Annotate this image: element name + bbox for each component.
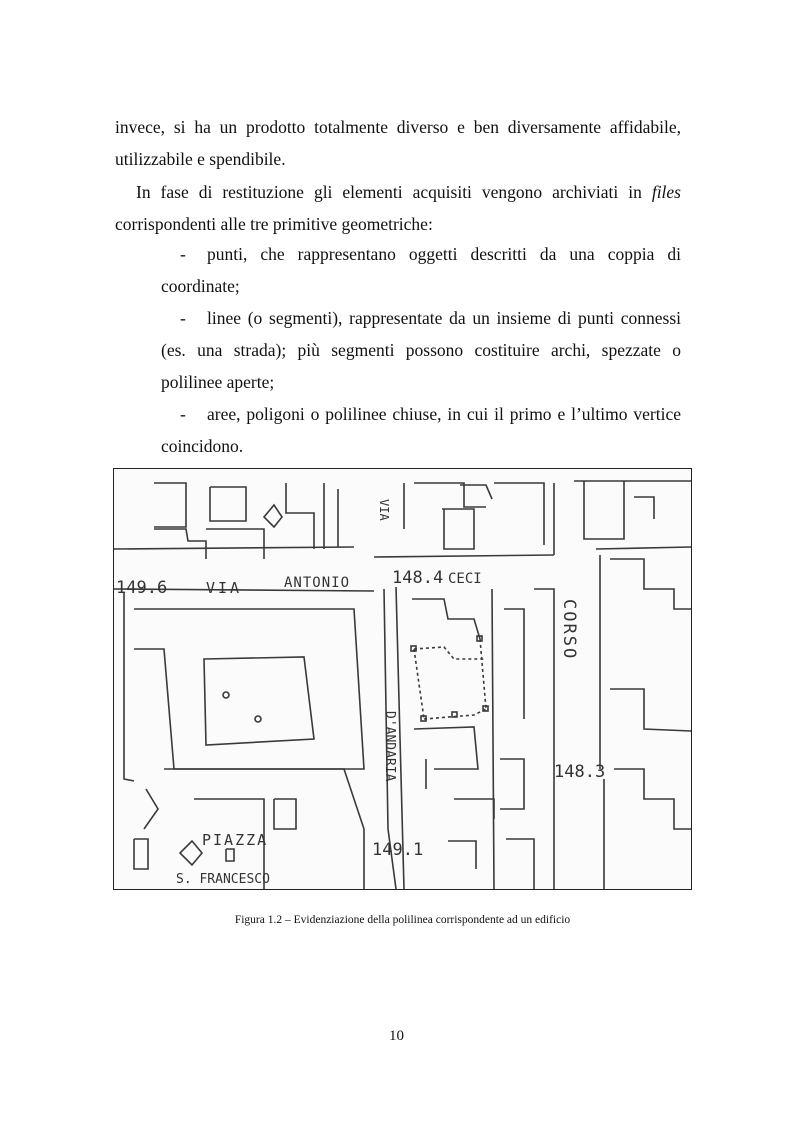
list-item-text: punti, che rappresentano oggetti descritti da una coppia di coordinate; [161, 244, 681, 296]
figure-caption: Figura 1.2 – Evidenziazione della polilinea corrispondente ad un edificio [234, 914, 571, 926]
list-dash: - [180, 244, 186, 264]
survey-symbol [180, 841, 202, 865]
block-outline [442, 509, 474, 549]
map-label-elevation: 149.1 [372, 840, 424, 860]
block-outline [504, 609, 524, 719]
block-outline [448, 841, 476, 869]
list-item [161, 238, 681, 302]
block-outline [492, 589, 494, 889]
vertex-marker [452, 712, 457, 717]
paragraph-1: invece, si ha un prodotto totalmente diverso e ben diversamente affidabile, utilizzabile e spendibile. [115, 117, 681, 169]
block-outline [500, 759, 524, 809]
paragraph-2-emphasis: files [651, 182, 681, 202]
block-outline [610, 689, 691, 731]
map-label-elevation: 149.6 [116, 578, 168, 598]
block-outline [414, 483, 486, 507]
survey-symbol [264, 505, 282, 527]
building-outline [412, 599, 480, 639]
block-outline [614, 769, 691, 829]
block-outline [374, 555, 554, 557]
list-dash: - [180, 404, 186, 424]
vertex-marker [421, 716, 426, 721]
block-outline [596, 547, 691, 549]
list-dash: - [180, 308, 186, 328]
block-outline [454, 799, 494, 819]
map-label-street: ANTONIO [284, 575, 351, 591]
block-outline [414, 727, 478, 769]
building-outline [480, 639, 486, 709]
list-item [161, 302, 681, 398]
block-outline [634, 497, 654, 519]
block-outline [494, 483, 544, 545]
block-outline [134, 839, 148, 869]
block-outline [134, 609, 364, 769]
point-marker [223, 692, 229, 698]
block-outline [506, 839, 534, 889]
block-outline [534, 589, 554, 889]
block-outline [274, 799, 296, 829]
building-outline [414, 649, 424, 719]
map-label-street: D'ANDARIA [382, 711, 397, 782]
courtyard-outline [204, 657, 314, 745]
block-outline [584, 481, 624, 539]
map-label-elevation: 148.3 [554, 762, 606, 782]
paragraph-2 [115, 176, 681, 240]
map-label-street: CORSO [559, 599, 579, 661]
building-outline [414, 647, 484, 659]
page-number: 10 [389, 1028, 404, 1044]
paragraph-2-text-a: In fase di restituzione gli elementi acquisiti vengono archiviati in [136, 182, 652, 202]
map-label-square: PIAZZA [202, 831, 269, 849]
block-outline [154, 483, 186, 527]
map-figure [113, 468, 692, 890]
block-outline [226, 849, 234, 861]
primitives-list [161, 238, 681, 462]
block-outline [210, 487, 246, 521]
block-outline [144, 789, 158, 829]
map-label-elevation: 148.4 [392, 568, 444, 588]
block-outline [610, 559, 691, 609]
paragraph-2-text-b: corrispondenti alle tre primitive geometriche: [115, 214, 433, 234]
street-edge [124, 593, 134, 781]
block-outline [114, 547, 354, 549]
block-outline [286, 483, 314, 549]
vertex-marker [483, 706, 488, 711]
list-item-text: aree, poligoni o polilinee chiuse, in cui il primo e l’ultimo vertice coincidono. [161, 404, 681, 456]
map-label-square: S. FRANCESCO [176, 872, 270, 887]
list-item-text: linee (o segmenti), rappresentate da un insieme di punti connessi (es. una strada); più segmenti possono costituire archi, spezzate o polilinee aperte; [161, 308, 681, 392]
map-label-street: CECI [448, 571, 482, 587]
map-drawing [114, 469, 691, 889]
list-item [161, 398, 681, 462]
map-label-street: VIA [206, 579, 243, 597]
block-outline [154, 529, 206, 559]
point-marker [255, 716, 261, 722]
block-outline [206, 529, 264, 559]
vertex-marker [411, 646, 416, 651]
map-label-street: VIA [377, 499, 391, 521]
